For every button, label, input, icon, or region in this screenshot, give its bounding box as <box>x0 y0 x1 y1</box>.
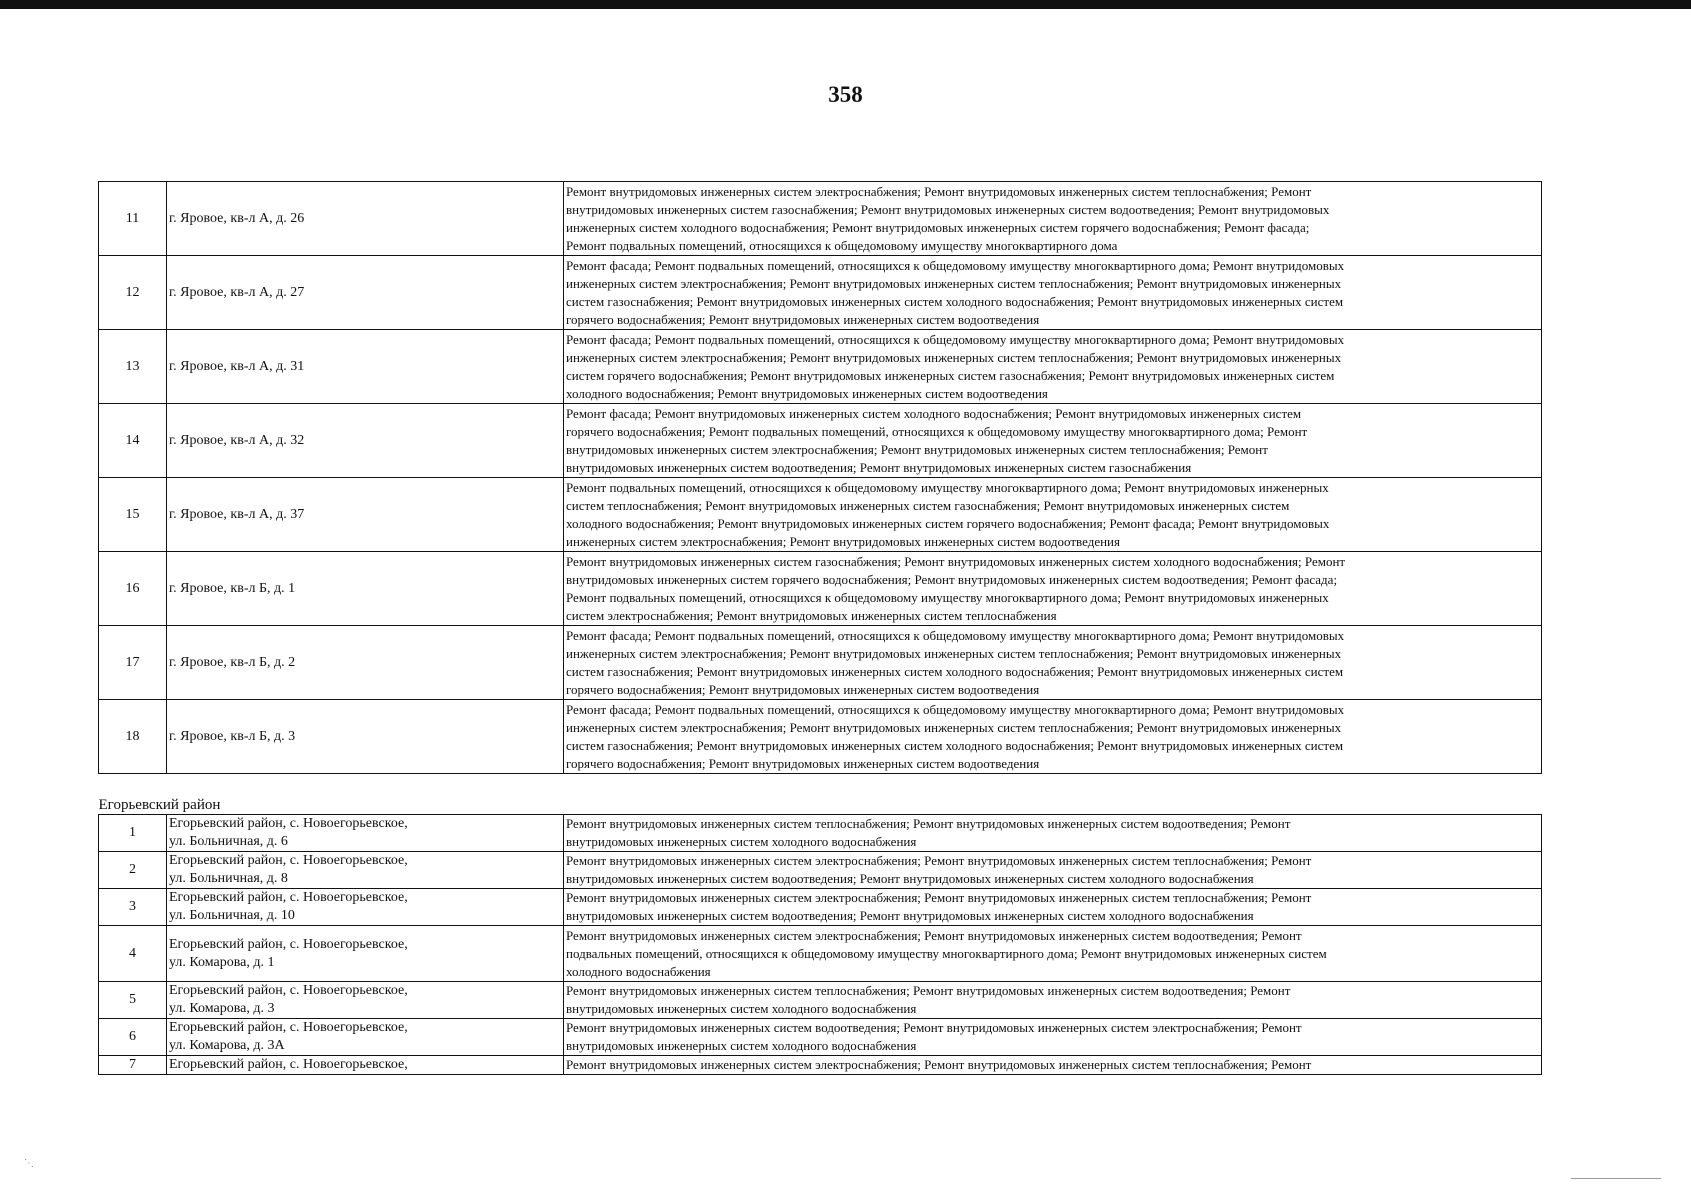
section-row <box>99 774 1542 815</box>
page-number: 358 <box>828 82 863 107</box>
works-cell: Ремонт подвальных помещений, относящихся к общедомовому имуществу многоквартирного дома; Ремонт внутридомовых инженерных систем теплоснабжения; Ремонт внутридомовых инженерных систем газоснабжения; Ремонт внутридомовых инженерных систем холодного водоснабжения; Ремонт внутридомовых инженерных систем горячего водоснабжения; Ремонт фасада; Ремонт внутридомовых инженерных систем электроснабжения; Ремонт внутридомовых инженерных систем водоотведения <box>564 478 1542 552</box>
row-number: 18 <box>99 700 167 774</box>
works-cell: Ремонт внутридомовых инженерных систем газоснабжения; Ремонт внутридомовых инженерных систем холодного водоснабжения; Ремонт внутридомовых инженерных систем горячего водоснабжения; Ремонт внутридомовых инженерных систем водоотведения; Ремонт фасада; Ремонт подвальных помещений, относящихся к общедомовому имуществу многоквартирного дома; Ремонт внутридомовых инженерных систем электроснабжения; Ремонт внутридомовых инженерных систем теплоснабжения <box>564 552 1542 626</box>
table-row <box>99 815 1542 852</box>
row-number: 14 <box>99 404 167 478</box>
scan-speck: ⋱ <box>24 1158 34 1169</box>
row-number: 15 <box>99 478 167 552</box>
works-cell: Ремонт фасада; Ремонт подвальных помещений, относящихся к общедомовому имуществу многоквартирного дома; Ремонт внутридомовых инженерных систем электроснабжения; Ремонт внутридомовых инженерных систем теплоснабжения; Ремонт внутридомовых инженерных систем горячего водоснабжения; Ремонт внутридомовых инженерных систем газоснабжения; Ремонт внутридомовых инженерных систем холодного водоснабжения; Ремонт внутридомовых инженерных систем водоотведения <box>564 330 1542 404</box>
address-cell <box>167 926 564 982</box>
address-line-1: Егорьевский район, с. Новоегорьевское, <box>169 1057 408 1072</box>
table-row <box>99 1019 1542 1056</box>
works-cell: Ремонт внутридомовых инженерных систем электроснабжения; Ремонт внутридомовых инженерных систем теплоснабжения; Ремонт <box>564 1056 1542 1075</box>
works-cell: Ремонт фасада; Ремонт подвальных помещений, относящихся к общедомовому имуществу многоквартирного дома; Ремонт внутридомовых инженерных систем электроснабжения; Ремонт внутридомовых инженерных систем теплоснабжения; Ремонт внутридомовых инженерных систем газоснабжения; Ремонт внутридомовых инженерных систем холодного водоснабжения; Ремонт внутридомовых инженерных систем горячего водоснабжения; Ремонт внутридомовых инженерных систем водоотведения <box>564 256 1542 330</box>
works-cell: Ремонт внутридомовых инженерных систем электроснабжения; Ремонт внутридомовых инженерных систем водоотведения; Ремонт подвальных помещений, относящихся к общедомовому имуществу многоквартирного дома; Ремонт внутридомовых инженерных систем холодного водоснабжения <box>564 926 1542 982</box>
table-row <box>99 256 1542 330</box>
scan-top-border <box>0 0 1691 9</box>
address-line-1: Егорьевский район, с. Новоегорьевское, <box>169 983 408 998</box>
works-cell: Ремонт внутридомовых инженерных систем электроснабжения; Ремонт внутридомовых инженерных систем теплоснабжения; Ремонт внутридомовых инженерных систем газоснабжения; Ремонт внутридомовых инженерных систем водоотведения; Ремонт внутридомовых инженерных систем холодного водоснабжения; Ремонт внутридомовых инженерных систем горячего водоснабжения; Ремонт фасада; Ремонт подвальных помещений, относящихся к общедомовому имуществу многоквартирного дома <box>564 182 1542 256</box>
address-cell: г. Яровое, кв-л Б, д. 3 <box>167 700 564 774</box>
address-cell: г. Яровое, кв-л А, д. 26 <box>167 182 564 256</box>
table-row <box>99 1056 1542 1075</box>
works-cell: Ремонт фасада; Ремонт внутридомовых инженерных систем холодного водоснабжения; Ремонт внутридомовых инженерных систем горячего водоснабжения; Ремонт подвальных помещений, относящихся к общедомовому имуществу многоквартирного дома; Ремонт внутридомовых инженерных систем электроснабжения; Ремонт внутридомовых инженерных систем теплоснабжения; Ремонт внутридомовых инженерных систем водоотведения; Ремонт внутридомовых инженерных систем газоснабжения <box>564 404 1542 478</box>
address-cell <box>167 1056 564 1075</box>
works-cell: Ремонт внутридомовых инженерных систем водоотведения; Ремонт внутридомовых инженерных систем электроснабжения; Ремонт внутридомовых инженерных систем холодного водоснабжения <box>564 1019 1542 1056</box>
row-number: 2 <box>99 852 167 889</box>
works-cell: Ремонт внутридомовых инженерных систем электроснабжения; Ремонт внутридомовых инженерных систем теплоснабжения; Ремонт внутридомовых инженерных систем водоотведения; Ремонт внутридомовых инженерных систем холодного водоснабжения <box>564 852 1542 889</box>
address-cell: г. Яровое, кв-л А, д. 37 <box>167 478 564 552</box>
address-line-2: ул. Больничная, д. 8 <box>169 871 288 886</box>
address-cell <box>167 815 564 852</box>
address-line-1: Егорьевский район, с. Новоегорьевское, <box>169 816 408 831</box>
row-number: 13 <box>99 330 167 404</box>
row-number: 17 <box>99 626 167 700</box>
address-cell <box>167 1019 564 1056</box>
address-cell <box>167 889 564 926</box>
table-row <box>99 404 1542 478</box>
scan-bottom-mark <box>1571 1178 1661 1179</box>
table-row <box>99 700 1542 774</box>
table-row <box>99 852 1542 889</box>
address-line-1: Егорьевский район, с. Новоегорьевское, <box>169 890 408 905</box>
works-cell: Ремонт внутридомовых инженерных систем теплоснабжения; Ремонт внутридомовых инженерных систем водоотведения; Ремонт внутридомовых инженерных систем холодного водоснабжения <box>564 815 1542 852</box>
table-row <box>99 330 1542 404</box>
works-cell: Ремонт внутридомовых инженерных систем теплоснабжения; Ремонт внутридомовых инженерных систем водоотведения; Ремонт внутридомовых инженерных систем холодного водоснабжения <box>564 982 1542 1019</box>
row-number: 3 <box>99 889 167 926</box>
address-cell <box>167 852 564 889</box>
address-line-2: ул. Больничная, д. 6 <box>169 834 288 849</box>
address-cell: г. Яровое, кв-л Б, д. 1 <box>167 552 564 626</box>
row-number: 11 <box>99 182 167 256</box>
table-row <box>99 478 1542 552</box>
address-line-2: ул. Комарова, д. 3 <box>169 1001 275 1016</box>
row-number: 12 <box>99 256 167 330</box>
address-line-2: ул. Комарова, д. 1 <box>169 954 275 970</box>
row-number: 7 <box>99 1056 167 1075</box>
address-line-2: ул. Больничная, д. 10 <box>169 908 295 923</box>
address-line-1: Егорьевский район, с. Новоегорьевское, <box>169 1020 408 1035</box>
table-row <box>99 552 1542 626</box>
repair-works-table <box>98 181 1542 1075</box>
address-cell: г. Яровое, кв-л А, д. 27 <box>167 256 564 330</box>
table-row <box>99 982 1542 1019</box>
row-number: 5 <box>99 982 167 1019</box>
row-number: 4 <box>99 926 167 982</box>
address-cell: г. Яровое, кв-л А, д. 31 <box>167 330 564 404</box>
address-line-1: Егорьевский район, с. Новоегорьевское, <box>169 853 408 868</box>
address-cell: г. Яровое, кв-л Б, д. 2 <box>167 626 564 700</box>
address-line-1: Егорьевский район, с. Новоегорьевское, <box>169 936 408 952</box>
row-number: 1 <box>99 815 167 852</box>
row-number: 16 <box>99 552 167 626</box>
address-line-2: ул. Комарова, д. 3А <box>169 1038 285 1053</box>
address-cell <box>167 982 564 1019</box>
works-cell: Ремонт фасада; Ремонт подвальных помещений, относящихся к общедомовому имуществу многоквартирного дома; Ремонт внутридомовых инженерных систем электроснабжения; Ремонт внутридомовых инженерных систем теплоснабжения; Ремонт внутридомовых инженерных систем газоснабжения; Ремонт внутридомовых инженерных систем холодного водоснабжения; Ремонт внутридомовых инженерных систем горячего водоснабжения; Ремонт внутридомовых инженерных систем водоотведения <box>564 700 1542 774</box>
address-cell: г. Яровое, кв-л А, д. 32 <box>167 404 564 478</box>
table-row <box>99 889 1542 926</box>
section-heading: Егорьевский район <box>99 774 1542 815</box>
row-number: 6 <box>99 1019 167 1056</box>
works-cell: Ремонт внутридомовых инженерных систем электроснабжения; Ремонт внутридомовых инженерных систем теплоснабжения; Ремонт внутридомовых инженерных систем водоотведения; Ремонт внутридомовых инженерных систем холодного водоснабжения <box>564 889 1542 926</box>
table-row <box>99 182 1542 256</box>
table-row <box>99 926 1542 982</box>
works-cell: Ремонт фасада; Ремонт подвальных помещений, относящихся к общедомовому имуществу многоквартирного дома; Ремонт внутридомовых инженерных систем электроснабжения; Ремонт внутридомовых инженерных систем теплоснабжения; Ремонт внутридомовых инженерных систем газоснабжения; Ремонт внутридомовых инженерных систем холодного водоснабжения; Ремонт внутридомовых инженерных систем горячего водоснабжения; Ремонт внутридомовых инженерных систем водоотведения <box>564 626 1542 700</box>
table-row <box>99 626 1542 700</box>
